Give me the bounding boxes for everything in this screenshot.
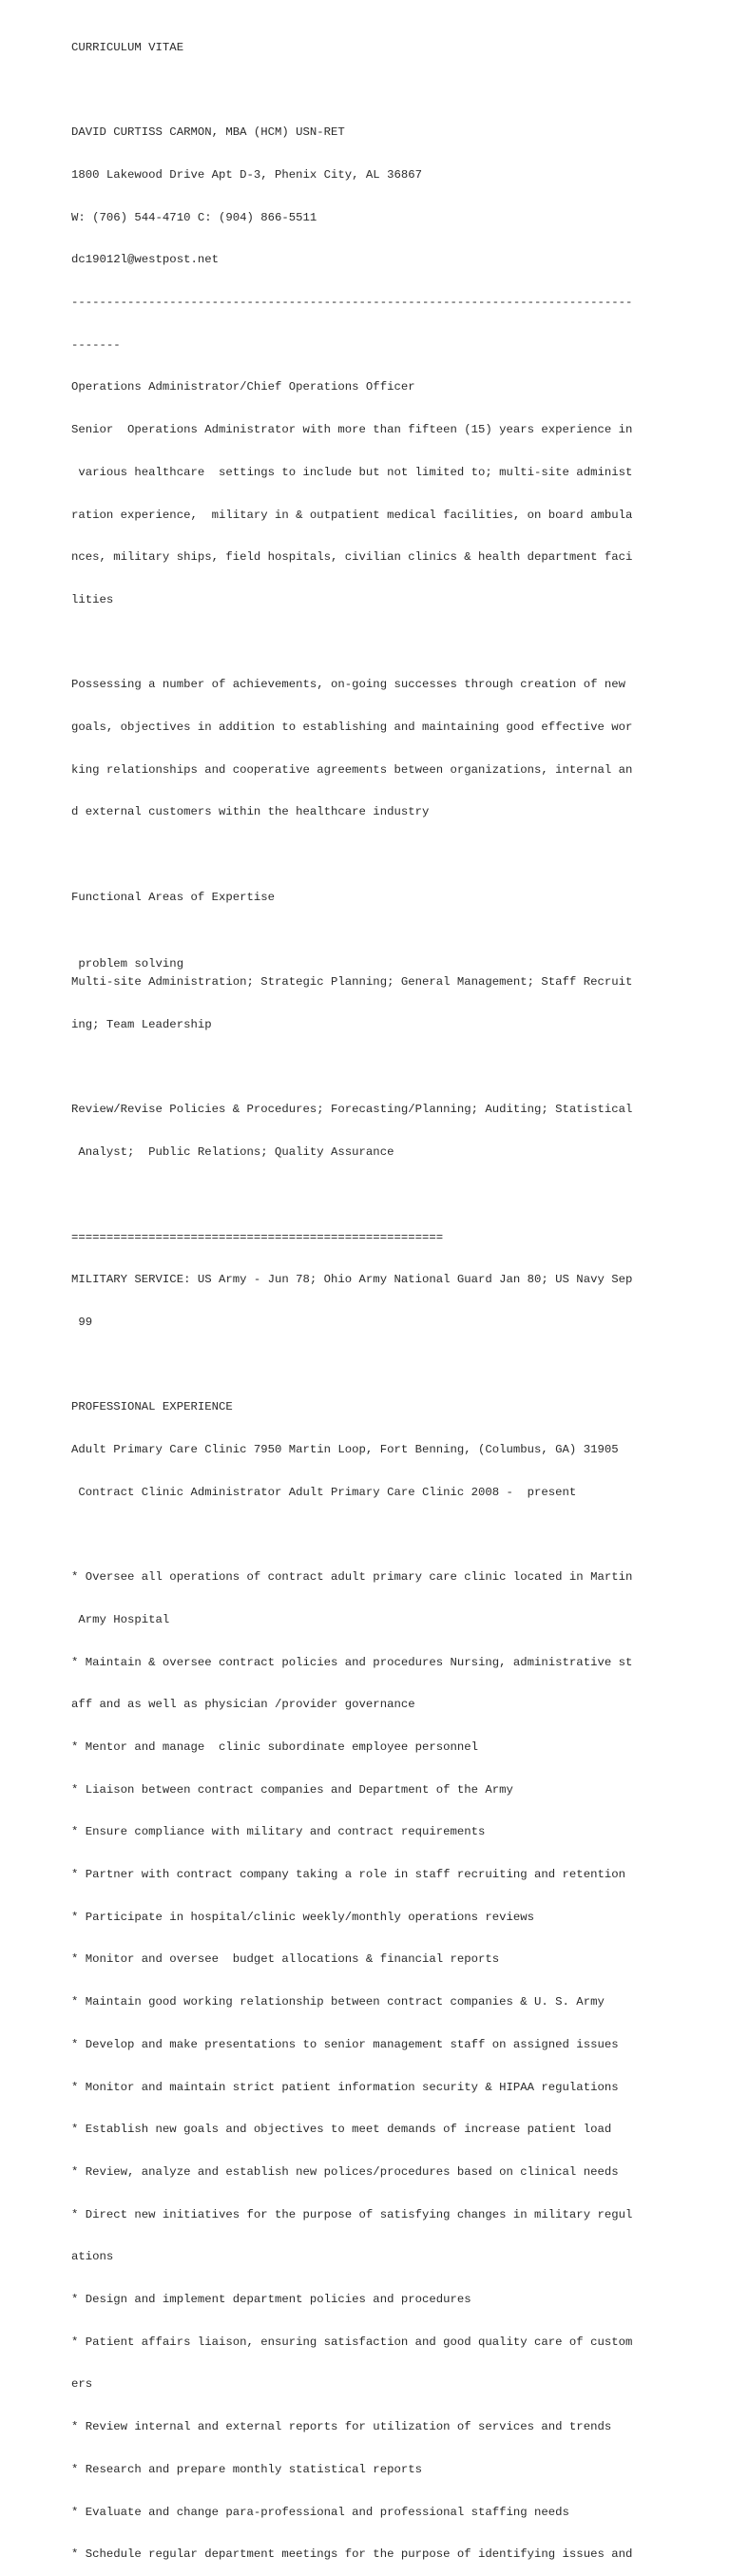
achievements-text: goals, objectives in addition to establishing and maintaining good effective wor xyxy=(71,721,633,735)
duty-bullet: * Mentor and manage clinic subordinate employee personnel xyxy=(71,1740,479,1754)
equals-separator: ===================================================== xyxy=(71,1230,444,1244)
military-service: 99 xyxy=(71,1315,93,1329)
achievements-text: king relationships and cooperative agreements between organizations, internal an xyxy=(71,762,633,777)
duty-bullet: * Maintain good working relationship between contract companies & U. S. Army xyxy=(71,1995,605,2009)
expertise-text: ing; Team Leadership xyxy=(71,1017,212,1031)
blank-line xyxy=(71,1358,718,1373)
duty-bullet: * Partner with contract company taking a role in staff recruiting and retention xyxy=(71,1868,625,1882)
expertise-heading: Functional Areas of Expertise xyxy=(71,890,276,904)
expertise-text: Analyst; Public Relations; Quality Assurance xyxy=(71,1145,394,1160)
candidate-name: DAVID CURTISS CARMON, MBA (HCM) USN-RET xyxy=(71,125,345,140)
blank-line xyxy=(71,933,718,948)
duty-bullet: * Direct new initiatives for the purpose of satisfying changes in military regul xyxy=(71,2207,633,2221)
blank-line xyxy=(71,1188,718,1202)
achievements-text: d external customers within the healthcare industry xyxy=(71,805,430,819)
resume-document xyxy=(71,12,718,2576)
duty-bullet: * Monitor and oversee budget allocations & financial reports xyxy=(71,1952,500,1967)
blank-line xyxy=(71,848,718,862)
summary-text: ration experience, military in & outpatient medical facilities, on board ambula xyxy=(71,508,633,522)
duty-bullet: * Liaison between contract companies and Department of the Army xyxy=(71,1782,513,1797)
duty-bullet: * Evaluate and change para-professional and professional staffing needs xyxy=(71,2505,569,2519)
expertise-text: Review/Revise Policies & Procedures; Forecasting/Planning; Auditing; Statistical xyxy=(71,1103,633,1117)
duty-bullet: * Schedule regular department meetings for the purpose of identifying issues and xyxy=(71,2547,633,2562)
blank-line xyxy=(71,1528,718,1542)
duty-bullet: * Participate in hospital/clinic weekly/monthly operations reviews xyxy=(71,1910,535,1924)
blank-line xyxy=(71,636,718,650)
duty-bullet: * Ensure compliance with military and contract requirements xyxy=(71,1825,486,1839)
dashed-separator: -------------------------------------------------------------------------------- xyxy=(71,296,633,310)
duty-bullet: aff and as well as physician /provider governance xyxy=(71,1698,415,1712)
summary-text: nces, military ships, field hospitals, civilian clinics & health department faci xyxy=(71,550,633,565)
objective-heading: Operations Administrator/Chief Operations Officer xyxy=(71,380,415,394)
duty-bullet: * Establish new goals and objectives to meet demands of increase patient load xyxy=(71,2123,612,2137)
duty-bullet: Army Hospital xyxy=(71,1612,170,1626)
achievements-text: Possessing a number of achievements, on-going successes through creation of new xyxy=(71,678,625,692)
duty-bullet: * Maintain & oversee contract policies and procedures Nursing, administrative st xyxy=(71,1655,633,1669)
duty-bullet: ers xyxy=(71,2377,93,2392)
duty-bullet: * Review internal and external reports for utilization of services and trends xyxy=(71,2420,612,2434)
military-service: MILITARY SERVICE: US Army - Jun 78; Ohio Army National Guard Jan 80; US Navy Sep xyxy=(71,1273,633,1287)
duty-bullet: * Research and prepare monthly statistical reports xyxy=(71,2462,422,2476)
expertise-text: Multi-site Administration; Strategic Planning; General Management; Staff Recruit xyxy=(71,975,633,990)
duty-bullet: * Patient affairs liaison, ensuring satisfaction and good quality care of custom xyxy=(71,2335,633,2349)
duty-bullet: * Review, analyze and establish new polices/procedures based on clinical needs xyxy=(71,2164,619,2179)
phone-line: W: (706) 544-4710 C: (904) 866-5511 xyxy=(71,210,317,224)
duty-bullet: * Monitor and maintain strict patient information security & HIPAA regulations xyxy=(71,2080,619,2094)
blank-line xyxy=(71,1061,718,1075)
page-footer-text: problem solving xyxy=(71,957,184,971)
summary-text: Senior Operations Administrator with more than fifteen (15) years experience in xyxy=(71,423,633,437)
address-line: 1800 Lakewood Drive Apt D-3, Phenix City, AL 36867 xyxy=(71,167,422,182)
duty-bullet: * Oversee all operations of contract adult primary care clinic located in Martin xyxy=(71,1570,633,1585)
summary-text: various healthcare settings to include but not limited to; multi-site administ xyxy=(71,465,633,479)
duty-bullet: * Design and implement department policies and procedures xyxy=(71,2293,471,2307)
dashed-separator-continued: ------- xyxy=(71,337,121,352)
doc-title: CURRICULUM VITAE xyxy=(71,40,184,54)
summary-text: lities xyxy=(71,592,114,606)
experience-heading: PROFESSIONAL EXPERIENCE xyxy=(71,1400,233,1414)
job-title-line: Contract Clinic Administrator Adult Primary Care Clinic 2008 - present xyxy=(71,1485,577,1499)
blank-line xyxy=(71,84,718,98)
employer-line: Adult Primary Care Clinic 7950 Martin Loop, Fort Benning, (Columbus, GA) 31905 xyxy=(71,1443,619,1457)
duty-bullet: * Develop and make presentations to senior management staff on assigned issues xyxy=(71,2037,619,2051)
duty-bullet: ations xyxy=(71,2250,114,2264)
email-line: dc19012l@westpost.net xyxy=(71,253,219,267)
